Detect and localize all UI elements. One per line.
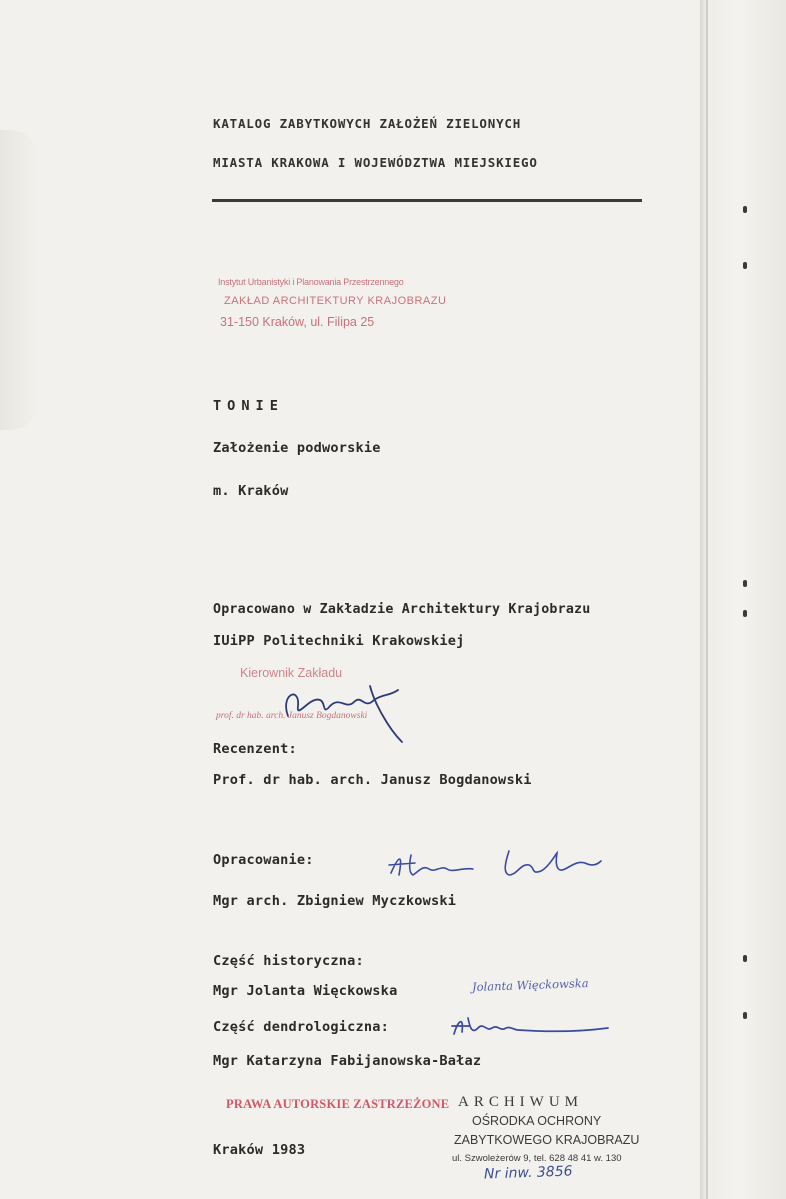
copyright-stamp: PRAWA AUTORSKIE ZASTRZEŻONE — [226, 1097, 450, 1111]
place-name: TONIE — [213, 398, 284, 414]
binding-hole — [743, 955, 747, 962]
catalog-title-line1: KATALOG ZABYTKOWYCH ZAŁOŻEŃ ZIELONYCH — [213, 116, 522, 131]
authors-label: Opracowanie: — [213, 852, 314, 868]
dendrological-name: Mgr Katarzyna Fabijanowska-Bałaz — [213, 1053, 482, 1069]
binding-hole — [743, 1012, 747, 1019]
page-edge-line — [706, 0, 708, 1199]
binding-hole — [743, 206, 747, 213]
institute-stamp-line2: ZAKŁAD ARCHITEKTURY KRAJOBRAZU — [224, 295, 447, 307]
historical-signature: Jolanta Więckowska — [471, 975, 589, 995]
reviewer-label: Recenzent: — [213, 741, 297, 757]
municipality: m. Kraków — [213, 483, 289, 499]
binding-hole — [743, 580, 747, 587]
head-stamp-name: prof. dr hab. arch. Janusz Bogdanowski — [216, 711, 368, 721]
catalog-title-line2: MIASTA KRAKOWA I WOJEWÓDZTWA MIEJSKIEGO — [213, 155, 538, 170]
institute-stamp-line1: Instytut Urbanistyki i Planowania Przestrzennego — [218, 277, 404, 287]
authors-name: Mgr arch. Zbigniew Myczkowski — [213, 893, 457, 909]
archive-stamp-line4: ul. Szwoleżerów 9, tel. 628 48 41 w. 130 — [452, 1153, 622, 1164]
institute-stamp — [212, 275, 447, 337]
binding-hole — [743, 262, 747, 269]
reviewer-name: Prof. dr hab. arch. Janusz Bogdanowski — [213, 772, 532, 788]
archive-stamp-line2: OŚRODKA OCHRONY — [472, 1114, 602, 1128]
binding-hole — [743, 610, 747, 617]
place-date: Kraków 1983 — [213, 1142, 306, 1158]
institute-stamp-line3: 31-150 Kraków, ul. Filipa 25 — [220, 315, 375, 329]
historical-name: Mgr Jolanta Więckowska — [213, 983, 398, 999]
head-stamp-title: Kierownik Zakładu — [240, 666, 343, 680]
dendrologist-signature — [448, 1012, 618, 1042]
prepared-by-line2: IUiPP Politechniki Krakowskiej — [213, 633, 465, 649]
archive-stamp-line3: ZABYTKOWEGO KRAJOBRAZU — [454, 1133, 640, 1147]
archive-stamp-line1: ARCHIWUM — [458, 1094, 583, 1110]
dendrological-label: Część dendrologiczna: — [213, 1019, 390, 1035]
prepared-by-line1: Opracowano w Zakładzie Architektury Krajobrazu — [213, 602, 591, 617]
title-underline — [212, 199, 642, 202]
page-edge — [700, 0, 786, 1199]
paper-fold-shadow — [0, 130, 40, 430]
author-signature — [385, 845, 615, 885]
historical-label: Część historyczna: — [213, 953, 364, 969]
object-type: Założenie podworskie — [213, 440, 381, 456]
inventory-number: Nr inw. 3856 — [483, 1163, 573, 1183]
